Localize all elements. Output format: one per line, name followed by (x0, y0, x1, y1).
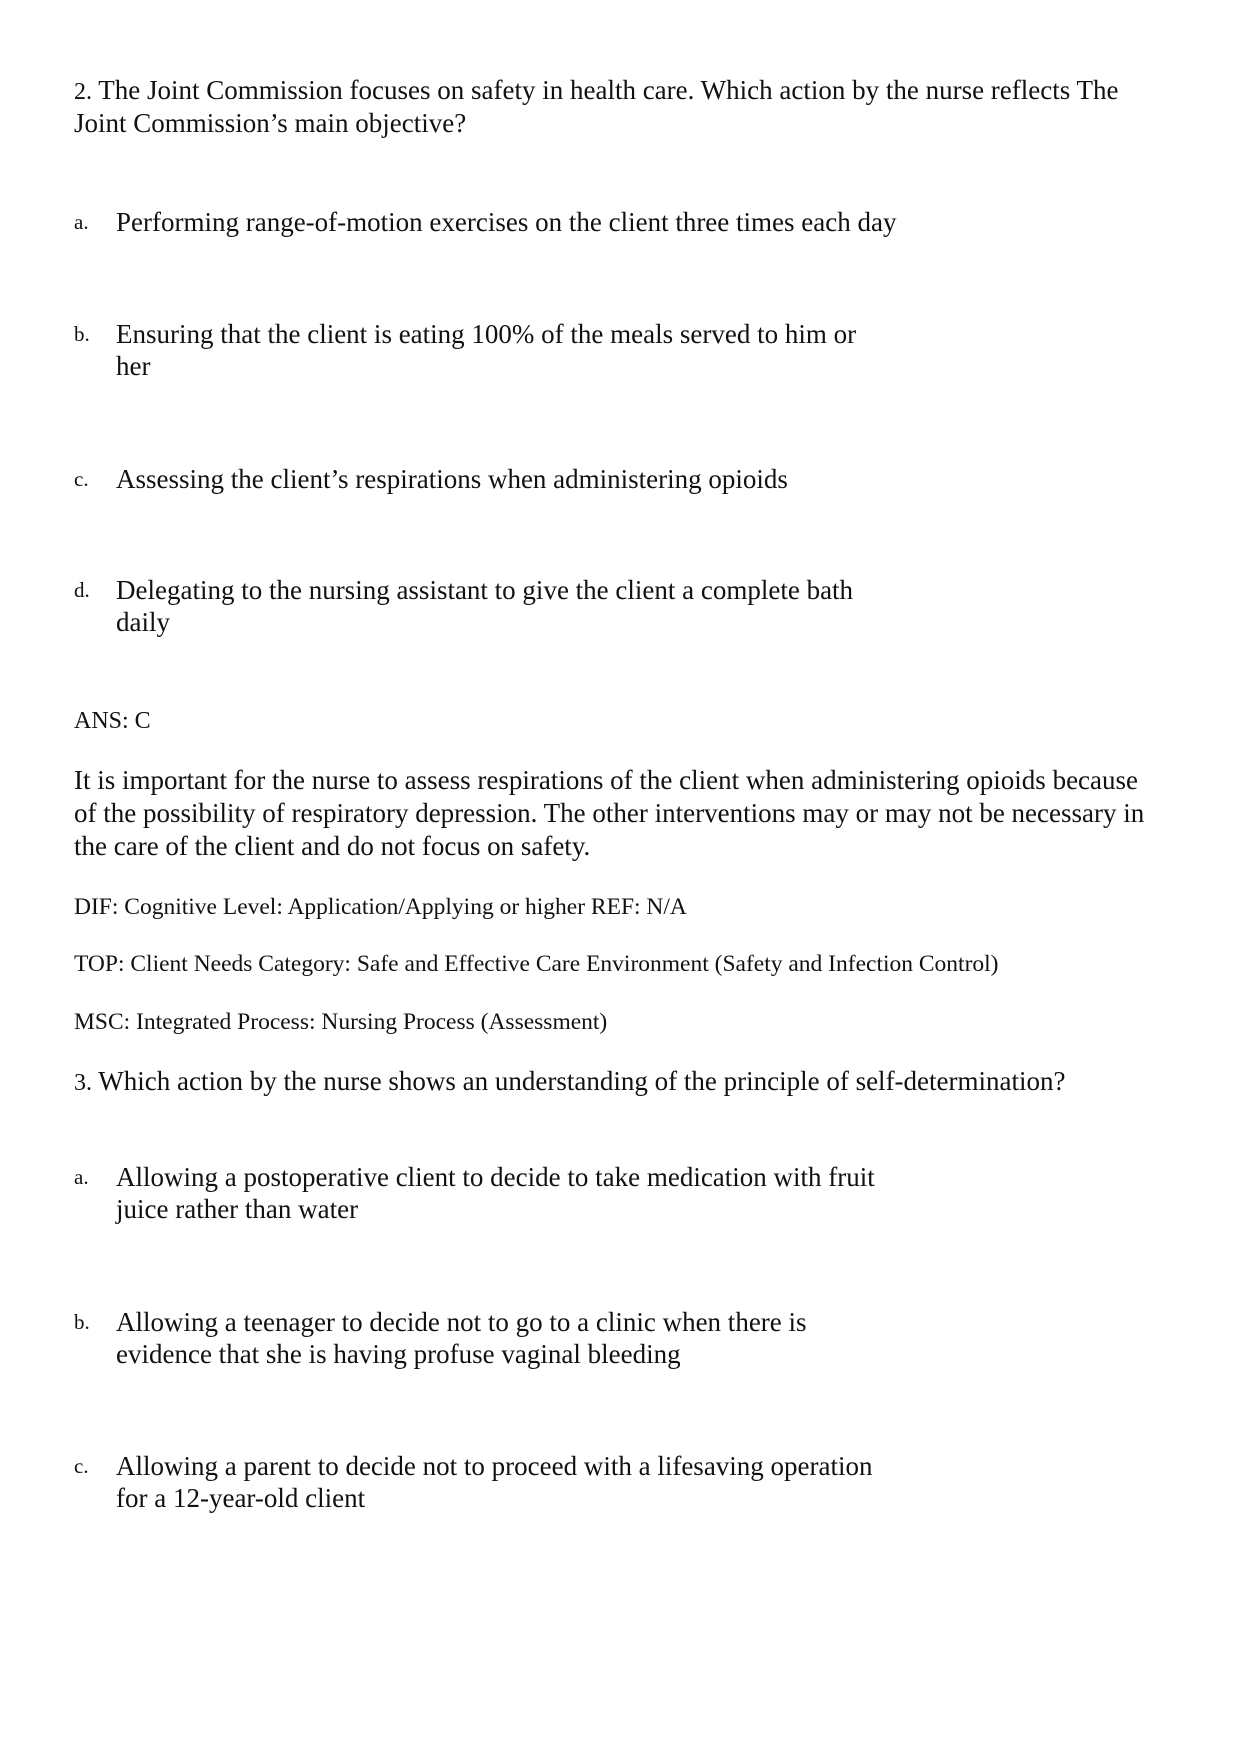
q2-top: TOP: Client Needs Category: Safe and Effective Care Environment (Safety and Infection Control) (74, 951, 999, 977)
q2-rationale-line1: It is important for the nurse to assess respirations of the client when administering opioids because (74, 765, 1139, 795)
option-letter: a. (74, 210, 89, 234)
q2-answer: ANS: C (74, 708, 151, 734)
q2-dif: DIF: Cognitive Level: Application/Applying or higher REF: N/A (74, 894, 687, 920)
option-text-line1: Ensuring that the client is eating 100% of the meals served to him or (116, 319, 857, 349)
option-letter: c. (74, 1454, 89, 1478)
option-text-line2: evidence that she is having profuse vaginal bleeding (116, 1339, 681, 1369)
option-text-line1: Assessing the client’s respirations when administering opioids (116, 464, 788, 494)
option-text-line2: juice rather than water (116, 1194, 359, 1224)
q3-number: 3. (74, 1070, 92, 1096)
q2-stem (74, 74, 1119, 109)
q2-rationale-line2: of the possibility of respiratory depression. The other interventions may or may not be necessary in (74, 798, 1145, 828)
option-letter: b. (74, 1310, 90, 1334)
option-text-line1: Allowing a parent to decide not to proceed with a lifesaving operation (116, 1451, 873, 1481)
q2-rationale-line3: the care of the client and do not focus on safety. (74, 831, 591, 861)
option-text-line1: Allowing a teenager to decide not to go to a clinic when there is (116, 1307, 807, 1337)
option-text-line2: for a 12-year-old client (116, 1483, 366, 1513)
option-text-line1: Delegating to the nursing assistant to give the client a complete bath (116, 575, 854, 605)
option-letter: a. (74, 1165, 89, 1189)
option-letter: d. (74, 578, 90, 602)
q3-stem-line1: Which action by the nurse shows an understanding of the principle of self-determination? (98, 1066, 1066, 1096)
q3-stem (74, 1065, 1065, 1100)
option-text-line1: Performing range-of-motion exercises on the client three times each day (116, 207, 897, 237)
option-text-line2: daily (116, 607, 170, 637)
q2-stem-line2: Joint Commission’s main objective? (74, 108, 467, 138)
q2-number: 2. (74, 79, 92, 105)
option-text-line1: Allowing a postoperative client to decide to take medication with fruit (116, 1162, 875, 1192)
option-letter: b. (74, 322, 90, 346)
q2-stem-line1: The Joint Commission focuses on safety in health care. Which action by the nurse reflects The (98, 75, 1119, 105)
option-text-line2: her (116, 351, 151, 381)
option-letter: c. (74, 467, 89, 491)
q2-msc: MSC: Integrated Process: Nursing Process (Assessment) (74, 1009, 608, 1035)
